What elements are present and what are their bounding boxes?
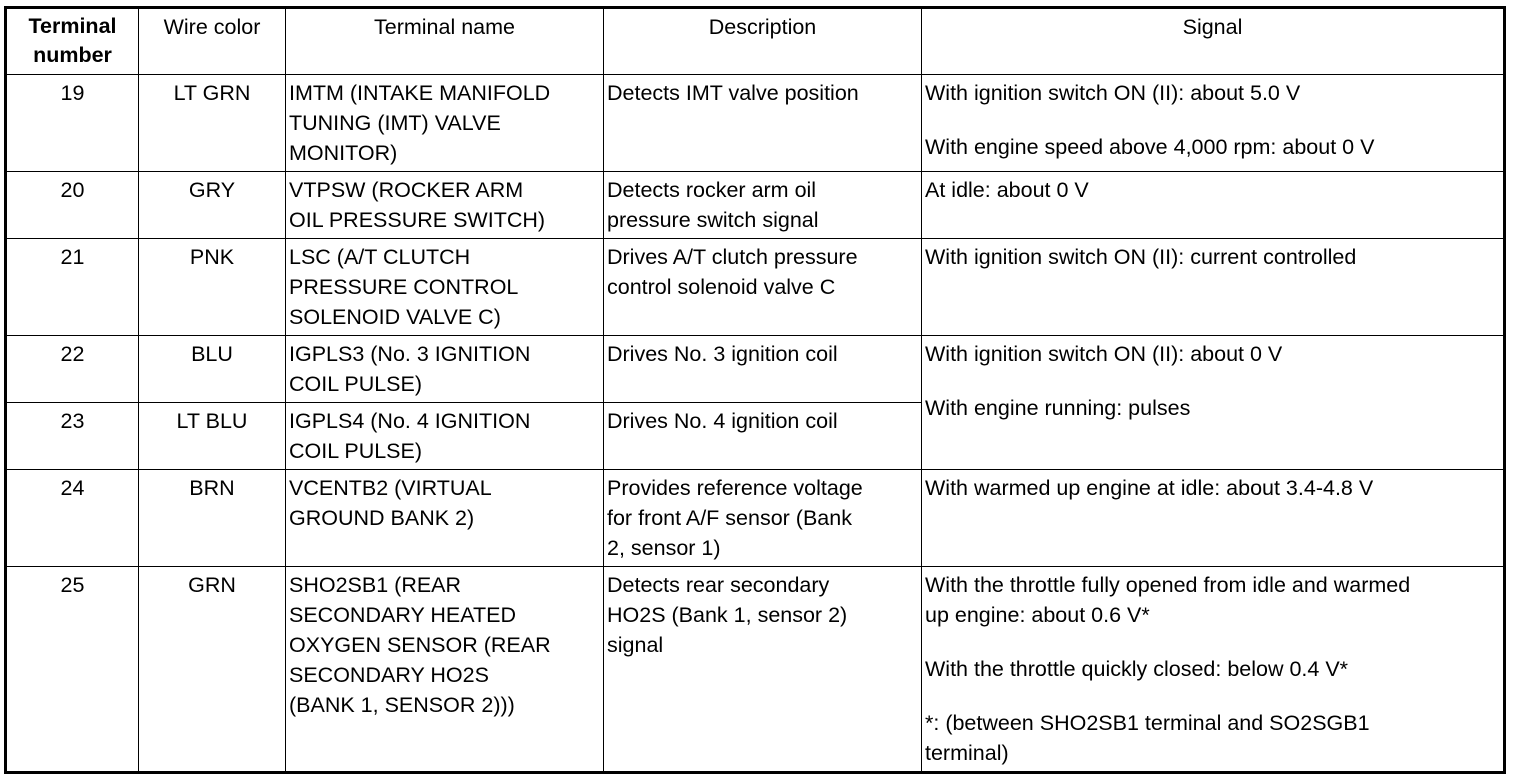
signal-cell [922,172,1505,239]
signal-line: With engine running: pulses [925,396,1191,420]
wire-color-cell: GRY [139,172,286,239]
signal-line: With warmed up engine at idle: about 3.4-4.8 V [925,476,1374,500]
header-wire-color: Wire color [139,8,286,75]
wire-color-cell: GRN [139,567,286,773]
description-cell: Provides reference voltage for front A/F sensor (Bank 2, sensor 1) [604,470,922,567]
signal-line: With the throttle fully opened from idle and warmed up engine: about 0.6 V* [925,573,1411,627]
header-terminal-name: Terminal name [286,8,604,75]
terminal-number-cell: 21 [6,239,139,336]
wire-color-cell: LT GRN [139,75,286,172]
terminal-number-cell: 19 [6,75,139,172]
header-signal: Signal [922,8,1505,75]
table-row [6,567,1505,773]
wire-color-cell: PNK [139,239,286,336]
signal-cell [922,239,1505,336]
table-row [6,75,1505,172]
table-row [6,470,1505,567]
signal-line: With ignition switch ON (II): current controlled [925,245,1357,269]
terminal-name-cell: LSC (A/T CLUTCH PRESSURE CONTROL SOLENOID VALVE C) [286,239,604,336]
terminal-name-cell: IMTM (INTAKE MANIFOLD TUNING (IMT) VALVE MONITOR) [286,75,604,172]
header-description: Description [604,8,922,75]
terminal-table [4,6,1506,774]
wire-color-cell: BRN [139,470,286,567]
terminal-name-cell: IGPLS4 (No. 4 IGNITION COIL PULSE) [286,403,604,470]
description-cell: Detects rear secondary HO2S (Bank 1, sensor 2) signal [604,567,922,773]
signal-cell [922,470,1505,567]
signal-line: With the throttle quickly closed: below 0.4 V* [925,657,1349,681]
signal-line: With engine speed above 4,000 rpm: about 0 V [925,135,1375,159]
terminal-name-cell: SHO2SB1 (REAR SECONDARY HEATED OXYGEN SENSOR (REAR SECONDARY HO2S (BANK 1, SENSOR 2))) [286,567,604,773]
wire-color-cell: LT BLU [139,403,286,470]
wire-color-cell: BLU [139,336,286,403]
terminal-name-cell: VCENTB2 (VIRTUAL GROUND BANK 2) [286,470,604,567]
terminal-number-cell: 25 [6,567,139,773]
terminal-name-cell: VTPSW (ROCKER ARM OIL PRESSURE SWITCH) [286,172,604,239]
table-row [6,239,1505,336]
header-row [6,8,1505,75]
signal-line: With ignition switch ON (II): about 5.0 V [925,81,1301,105]
table-row [6,172,1505,239]
signal-line: At idle: about 0 V [925,178,1089,202]
header-terminal-number: Terminal number [6,8,139,75]
description-cell: Detects rocker arm oil pressure switch signal [604,172,922,239]
signal-line: With ignition switch ON (II): about 0 V [925,342,1283,366]
terminal-number-cell: 22 [6,336,139,403]
table-row [6,336,1505,403]
description-cell: Drives No. 4 ignition coil [604,403,922,470]
signal-cell [922,336,1505,470]
signal-line: *: (between SHO2SB1 terminal and SO2SGB1 terminal) [925,711,1370,765]
terminal-number-cell: 23 [6,403,139,470]
description-cell: Detects IMT valve position [604,75,922,172]
signal-cell [922,567,1505,773]
terminal-number-cell: 24 [6,470,139,567]
terminal-number-cell: 20 [6,172,139,239]
terminal-name-cell: IGPLS3 (No. 3 IGNITION COIL PULSE) [286,336,604,403]
description-cell: Drives No. 3 ignition coil [604,336,922,403]
signal-cell [922,75,1505,172]
description-cell: Drives A/T clutch pressure control solenoid valve C [604,239,922,336]
